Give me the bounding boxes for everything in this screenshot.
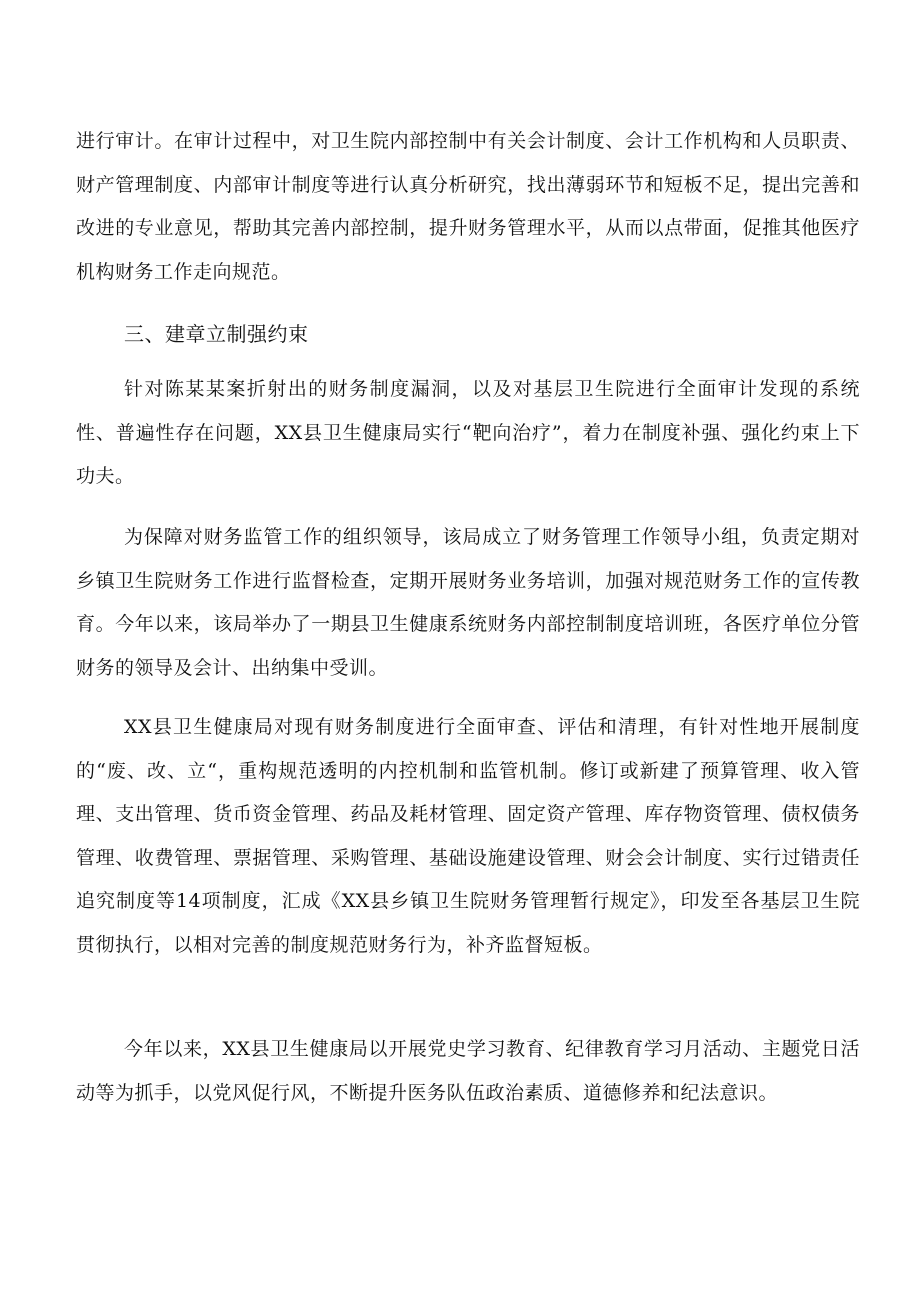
paragraph-leadership-group: 为保障对财务监管工作的组织领导，该局成立了财务管理工作领导小组，负责定期对乡镇卫生院财务工作进行监督检查，定期开展财务业务培训，加强对规范财务工作的宣传教育。今年以来，该局举办了一期县卫生健康系统财务内部控制制度培训班，各医疗单位分管财务的领导及会计、出纳集中受训。 bbox=[76, 526, 860, 679]
paragraph-party-education: 今年以来，XX县卫生健康局以开展党史学习教育、纪律教育学习月活动、主题党日活动等为抓手，以党风促行风，不断提升医务队伍政治素质、道德修养和纪法意识。 bbox=[76, 1038, 860, 1104]
paragraph-targeted-treatment: 针对陈某某案折射出的财务制度漏洞，以及对基层卫生院进行全面审计发现的系统性、普遍性存在问题，XX县卫生健康局实行“靶向治疗”，着力在制度补强、强化约束上下功夫。 bbox=[76, 378, 860, 487]
paragraph-system-review: XX县卫生健康局对现有财务制度进行全面审查、评估和清理，有针对性地开展制度的“废、改、立“，重构规范透明的内控机制和监管机制。修订或新建了预算管理、收入管理、支出管理、货币资金管理、药品及耗材管理、固定资产管理、库存物资管理、债权债务管理、收费管理、票据管理、采购管理、基础设施建设管理、财会会计制度、实行过错责任追究制度等14项制度，汇成《XX县乡镇卫生院财务管理暂行规定》，印发至各基层卫生院贯彻执行，以相对完善的制度规范财务行为，补齐监督短板。 bbox=[76, 716, 860, 956]
section-heading-3: 三、建章立制强约束 bbox=[124, 322, 309, 346]
paragraph-audit-process: 进行审计。在审计过程中，对卫生院内部控制中有关会计制度、会计工作机构和人员职责、财产管理制度、内部审计制度等进行认真分析研究，找出薄弱环节和短板不足，提出完善和改进的专业意见，帮助其完善内部控制，提升财务管理水平，从而以点带面，促推其他医疗机构财务工作走向规范。 bbox=[76, 130, 860, 283]
